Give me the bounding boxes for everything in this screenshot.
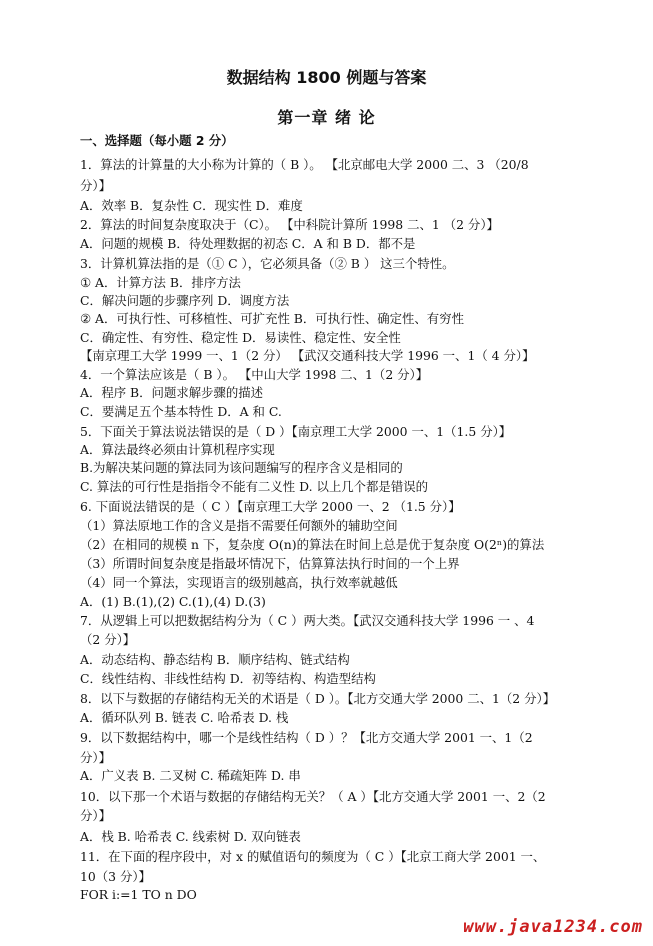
text-line: C．线性结构、非线性结构 D．初等结构、构造型结构 [80,671,376,686]
text-line: FOR i:=1 TO n DO [80,887,197,902]
text-line: A．算法最终必须由计算机程序实现 [80,442,275,457]
text-line: 8．以下与数据的存储结构无关的术语是（ D ）。【北方交通大学 2000 二、1（2 分）】 [80,691,556,706]
section-heading: 一、选择题（每小题 2 分） [80,133,234,148]
text-line: 分）】 [80,808,111,823]
text-line: C．要满足五个基本特性 D．A 和 C. [80,404,282,419]
text-line: B.为解决某问题的算法同为该问题编写的程序含义是相同的 [80,460,403,475]
text-line: 4．一个算法应该是（ B ）。 【中山大学 1998 二、1（2 分）】 [80,367,429,382]
text-line: A．动态结构、静态结构 B．顺序结构、链式结构 [80,652,350,667]
document-title: 数据结构 1800 例题与答案 [226,68,427,87]
text-line: 11．在下面的程序段中，对 x 的赋值语句的频度为（ C ）【北京工商大学 2001 一、 [80,849,546,864]
text-line: 分）】 [80,750,111,765]
text-line: A．循环队列 B. 链表 C. 哈希表 D. 栈 [80,710,289,725]
text-line: A．广义表 B. 二叉树 C. 稀疏矩阵 D. 串 [80,768,301,783]
text-line: （4）同一个算法，实现语言的级别越高，执行效率就越低 [80,575,398,590]
text-line: 9．以下数据结构中，哪一个是线性结构（ D ）？【北方交通大学 2001 一、1（2 [80,730,533,745]
text-line: 分）】 [80,178,111,193]
text-line: A．效率 B．复杂性 C．现实性 D．难度 [80,198,303,213]
chapter-heading: 第一章 绪 论 [277,108,376,127]
text-line: ① A．计算方法 B．排序方法 [80,275,241,290]
text-line: 6. 下面说法错误的是（ C ）【南京理工大学 2000 一、2 （1.5 分）】 [80,499,461,514]
text-line: A．栈 B. 哈希表 C. 线索树 D. 双向链表 [80,829,301,844]
text-line: C. 算法的可行性是指指令不能有二义性 D. 以上几个都是错误的 [80,479,428,494]
text-line: 10．以下那一个术语与数据的存储结构无关？（ A ）【北方交通大学 2001 一、2（2 [80,789,546,804]
text-line: A．程序 B．问题求解步骤的描述 [80,385,264,400]
site-watermark: www.java1234.com [463,917,643,937]
text-line: C．确定性、有穷性、稳定性 D．易读性、稳定性、安全性 [80,330,401,345]
text-line: （2 分）】 [80,632,136,647]
text-line: A．(1) B.(1),(2) C.(1),(4) D.(3) [80,594,266,609]
text-line: 1．算法的计算量的大小称为计算的（ B ）。 【北京邮电大学 2000 二、3 （20/8 [80,157,529,172]
text-line: 10（3 分）】 [80,869,151,884]
text-line: ② A．可执行性、可移植性、可扩充性 B．可执行性、确定性、有穷性 [80,311,464,326]
text-line: 3．计算机算法指的是（① C ），它必须具备（② B ） 这三个特性。 [80,256,455,271]
text-line: 7．从逻辑上可以把数据结构分为（ C ）两大类。【武汉交通科技大学 1996 一 、4 [80,613,535,628]
text-line: （1）算法原地工作的含义是指不需要任何额外的辅助空间 [80,518,398,533]
text-line: 2．算法的时间复杂度取决于（C）。 【中科院计算所 1998 二、1 （2 分）】 [80,217,499,232]
text-line: （2）在相同的规模 n 下，复杂度 O(n)的算法在时间上总是优于复杂度 O(2ⁿ)的算法 [80,537,545,552]
text-line: 【南京理工大学 1999 一、1（2 分） 【武汉交通科技大学 1996 一、1（ 4 分）】 [80,348,535,363]
text-line: A．问题的规模 B．待处理数据的初态 C．A 和 B D．都不是 [80,236,416,251]
text-line: C．解决问题的步骤序列 D．调度方法 [80,293,290,308]
text-line: （3）所谓时间复杂度是指最坏情况下，估算算法执行时间的一个上界 [80,556,460,571]
text-line: 5．下面关于算法说法错误的是（ D ）【南京理工大学 2000 一、1（1.5 分）】 [80,424,512,439]
